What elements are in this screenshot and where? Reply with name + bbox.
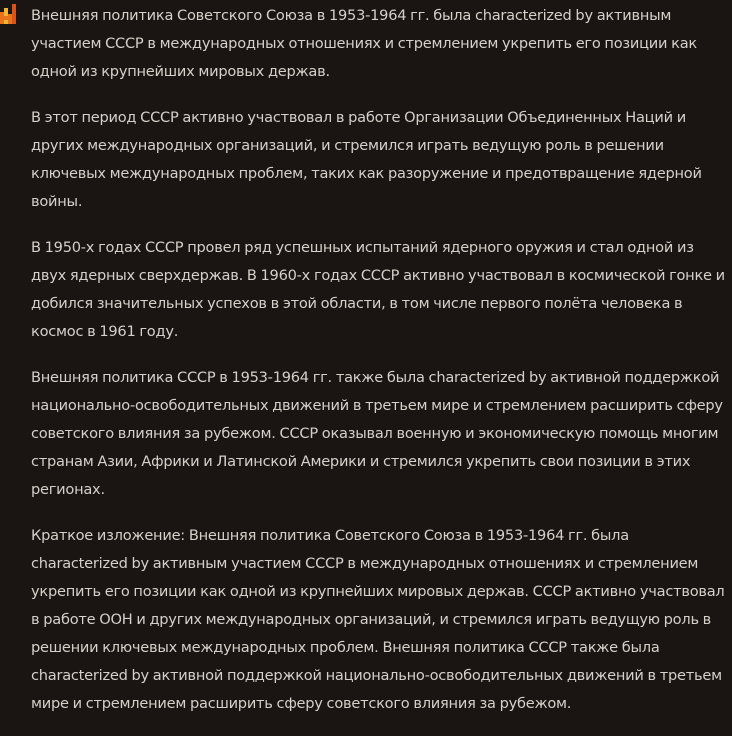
message-paragraph: Внешняя политика СССР в 1953-1964 гг. также была characterized by активной поддержкой национально-освободительных движений в третьем мире и стремлением расширить сферу советского влияния за рубежом. СССР оказывал военную и экономическую помощь многим странам Азии, Африки и Латинской Америки и стремился укрепить свои позиции в этих регионах. bbox=[31, 369, 723, 498]
message-paragraph: Краткое изложение: Внешняя политика Советского Союза в 1953-1964 гг. была characterized by активным участием СССР в международных отношениях и стремлением укрепить его позиции как одной из крупнейших мировых держав. СССР активно участвовал в работе ООН и других международных организаций, и стремился играть ведущую роль в решении ключевых международных проблем. Внешняя политика СССР также была characterized by активной поддержкой национально-освободительных движений в третьем мире и стремлением расширить сферу советского влияния за рубежом. bbox=[31, 527, 725, 712]
message-paragraph: В 1950-х годах СССР провел ряд успешных испытаний ядерного оружия и стал одной из двух ядерных сверхдержав. В 1960-х годах СССР активно участвовал в космической гонке и добился значительных успехов в этой области, в том числе первого полёта человека в космос в 1961 году. bbox=[31, 239, 725, 340]
message-paragraph: В этот период СССР активно участвовал в работе Организации Объединенных Наций и других международных организаций, и стремился играть ведущую роль в решении ключевых международных проблем, таких как разоружение и предотвращение ядерной войны. bbox=[31, 109, 702, 210]
assistant-avatar-icon bbox=[0, 4, 16, 24]
message-paragraph: Внешняя политика Советского Союза в 1953-1964 гг. была characterized by активным участием СССР в международных отношениях и стремлением укрепить его позиции как одной из крупнейших мировых держав. bbox=[31, 7, 697, 80]
assistant-message bbox=[31, 2, 729, 736]
